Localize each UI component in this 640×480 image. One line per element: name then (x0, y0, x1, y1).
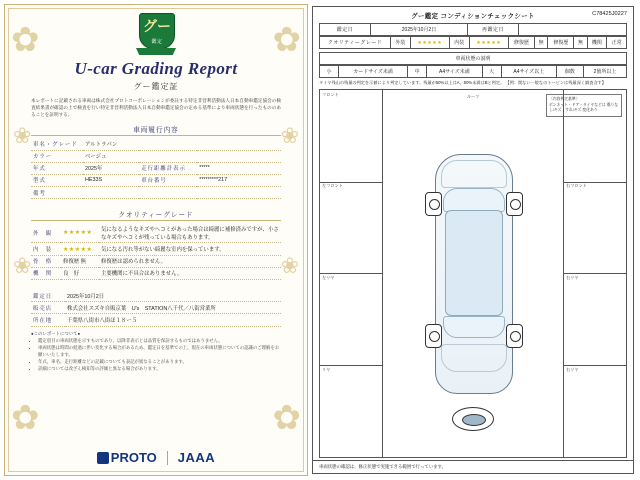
row-key-2: 車台番号 (139, 174, 197, 186)
row-value: 千葉県八街市八街ほ１８ー５ (65, 314, 281, 326)
cell-label-interior: 内装 (449, 37, 469, 49)
legend-body: ボンネット・ドア・タイヤなどは 傷りなし/キズ・すれ/キズ 変化あり (549, 102, 619, 113)
ornament-icon: ✿ (11, 399, 40, 437)
row-value-2: ***** (197, 162, 281, 174)
table-row (31, 138, 281, 150)
cell-value-engine: 正常 (607, 37, 627, 49)
row-value: 気になる汚れ等がない綺麗な室内を保っています。 (99, 243, 281, 255)
crest-glyph: グー (143, 19, 171, 35)
sheet-header (313, 7, 633, 23)
size-label-large: A4サイズ以上 (501, 66, 556, 78)
list-item: • 年式、車名、走行距離などの記載についても表記が異なることがあります。 (38, 359, 281, 366)
row-key: 車名・グレード (31, 138, 83, 150)
cell-label-engine: 機関 (587, 37, 607, 49)
ornament-icon: ❀ (13, 253, 32, 278)
logo-row (5, 450, 307, 465)
size-mark-large: 大 (482, 66, 501, 78)
wheel-rear-right-icon (506, 324, 523, 348)
dealer-info-table (31, 290, 281, 327)
row-value: 主要機関に不具合はありません。 (99, 267, 281, 279)
row-key: 年式 (31, 162, 83, 174)
date-table (319, 23, 627, 36)
vehicle-diagram (319, 89, 627, 458)
cell-label-repair-2: 修復歴 (548, 37, 574, 49)
tire-note: タイヤ残山の残量の判定を示値により判定しています。残量が50%以上はA、50%未満はBと判定。 【例：関ない一般なのトーピンは残量深く調査含す】 (319, 80, 606, 85)
quality-grade-table (319, 36, 627, 49)
table-row (320, 37, 627, 49)
zone-label-right-rear: 右リヤ (566, 275, 579, 281)
explain-title-table (319, 52, 627, 65)
steering-wheel-icon (452, 407, 494, 431)
table-row (320, 24, 627, 36)
size-label-small: カードサイズ未満 (339, 66, 408, 78)
divider (167, 451, 168, 465)
row-key: 型式 (31, 174, 83, 186)
explain-title: 車両状態の説明 (320, 53, 627, 65)
status-badge: 修復歴 無 (61, 255, 99, 267)
row-key: 鑑定日 (31, 290, 65, 302)
zone-label-left-rear: 左リヤ (322, 275, 335, 281)
grading-report-panel (0, 0, 312, 480)
cell-value-repair-1: 無 (535, 37, 548, 49)
notes-heading: ●このレポートについて● (31, 330, 81, 336)
cell-value-repair-2: 無 (574, 37, 587, 49)
wheel-front-left-icon (425, 192, 442, 216)
table-row (31, 302, 281, 314)
row-value: アルトラパン (83, 138, 281, 150)
zone-label-rear-left: リヤ (322, 367, 331, 373)
row-value: 修復歴は認められません。 (99, 255, 281, 267)
size-mark-small: 小 (320, 66, 339, 78)
page-subtitle: グー鑑定証 (133, 82, 179, 91)
cell-value-appraisal-date: 2025年10月2日 (371, 24, 468, 36)
table-row (31, 255, 281, 267)
row-value-2: *********217 (197, 174, 281, 186)
proto-logo (97, 450, 157, 465)
zone-label-right-front: 右フロント (566, 183, 587, 189)
page-title: U-car Grading Report (74, 59, 238, 78)
table-row (31, 162, 281, 174)
crest-sub: 鑑定 (151, 39, 163, 45)
cell-label-exterior: 外装 (391, 37, 411, 49)
center-label-roof: ルーフ (466, 93, 480, 99)
cell-label-repair-1: 修復歴 (508, 37, 534, 49)
row-value: ベージュ (83, 150, 281, 162)
list-item: • 詳細については改ざん検知等の評価と異なる場合があります。 (38, 366, 281, 373)
sheet-title: グー鑑定 コンディションチェックシート (411, 13, 535, 20)
row-key: カラー (31, 150, 83, 162)
zone-column-left (320, 90, 383, 457)
size-legend-table (319, 65, 627, 78)
certificate (4, 4, 308, 476)
ornament-icon: ✿ (11, 21, 40, 59)
zone-column-right (563, 90, 626, 457)
cell-label-reappraisal-date: 再鑑定日 (468, 24, 519, 36)
legend-title: 〈内容判定基準〉 (549, 96, 580, 101)
status-badge: 良 好 (61, 267, 99, 279)
check-sheet (312, 6, 634, 474)
quality-grade-table (31, 223, 281, 280)
cell-label-quality-grade: クオリティーグレード (320, 37, 391, 49)
exterior-stars: ★★★★★ (410, 37, 449, 49)
zone-label-left-front: 左フロント (322, 183, 343, 189)
table-row (320, 66, 627, 78)
cell-label-appraisal-date: 鑑定日 (320, 24, 371, 36)
list-item: • 鑑定項目の車両状態を示すものであり、以降非表示とは品質を保証するものではありません。 (38, 338, 281, 345)
proto-label: PROTO (110, 450, 157, 465)
report-notes (31, 331, 281, 373)
table-row (31, 223, 281, 243)
cell-value-reappraisal-date (519, 24, 627, 36)
sheet-code: C78425J0227 (592, 11, 627, 17)
jaaa-logo: JAAA (177, 450, 216, 465)
row-value (83, 187, 281, 199)
table-row (31, 174, 281, 186)
zone-label-rear-right: 右リヤ (566, 367, 579, 373)
rating-stars: ★★★★★ (61, 243, 99, 255)
wheel-rear-left-icon (425, 324, 442, 348)
vehicle-info-table (31, 138, 281, 199)
table-row (31, 187, 281, 199)
proto-mark-icon (97, 452, 109, 464)
row-key: 備考 (31, 187, 83, 199)
row-key: 所在地 (31, 314, 65, 326)
row-value: HE33S (83, 174, 139, 186)
lead-paragraph: 本レポートに記載される車両は株式会社プロトコーポレーションが委託する特定非営利活動法人日本自動車鑑定協会の検査結果書が確認の上で検査を行い特定非営利活動法人日本自動車鑑定協会の定める基準により車両状態を行ったもののあることを証明する。 (31, 98, 281, 118)
table-row (320, 53, 627, 65)
section-title-vehicle: 車両履行内容 (31, 124, 281, 136)
table-row (31, 267, 281, 279)
table-row (31, 314, 281, 326)
count-label: 個数 (556, 66, 583, 78)
ornament-icon: ❀ (280, 123, 299, 148)
size-mark-mid: 中 (408, 66, 427, 78)
list-item: • 車両状態は時間の経過に伴い変化する場合があるため、鑑定日を基準での上、現在の車両状態についての認識のご理解をお願いいたします。 (38, 345, 281, 358)
rating-stars: ★★★★★ (61, 223, 99, 243)
ornament-icon: ❀ (280, 253, 299, 278)
goo-appraisal-crest-icon (139, 13, 173, 55)
row-key: 販売店 (31, 302, 65, 314)
section-title-quality: クオリティーグレード (31, 209, 281, 221)
size-label-mid: A4サイズ未満 (427, 66, 482, 78)
table-row (31, 290, 281, 302)
row-value: 2025年 (83, 162, 139, 174)
sheet-footer: 車両状態の確認は、修正状態で実施できる範囲で行っています。 (313, 460, 633, 473)
table-row (31, 150, 281, 162)
car-view (383, 90, 563, 457)
count-value: 2箇所以上 (583, 66, 626, 78)
row-key: 機 関 (31, 267, 61, 279)
row-key: 外 観 (31, 223, 61, 243)
ornament-icon: ✿ (272, 399, 301, 437)
row-value: 2025年10月2日 (65, 290, 281, 302)
row-key: 骨 格 (31, 255, 61, 267)
car-top-view-icon (421, 148, 525, 398)
row-key-2: 走行距離計表示 (139, 162, 197, 174)
table-row (31, 243, 281, 255)
row-value: 気になるようなキズやへコミがあった場合は綺麗に補修済みですが、小さなキズやヘコミが残っている場合もあります。 (99, 223, 281, 243)
ornament-icon: ❀ (13, 123, 32, 148)
interior-stars: ★★★★★ (469, 37, 508, 49)
zone-label-front-left: フロント (322, 91, 339, 97)
row-key: 内 装 (31, 243, 61, 255)
condition-check-sheet-panel (312, 0, 640, 480)
wheel-front-right-icon (506, 192, 523, 216)
row-value: 株式会社スズキ自販京葉 U's STATION八千代／八街営業所 (65, 302, 281, 314)
ornament-icon: ✿ (272, 21, 301, 59)
